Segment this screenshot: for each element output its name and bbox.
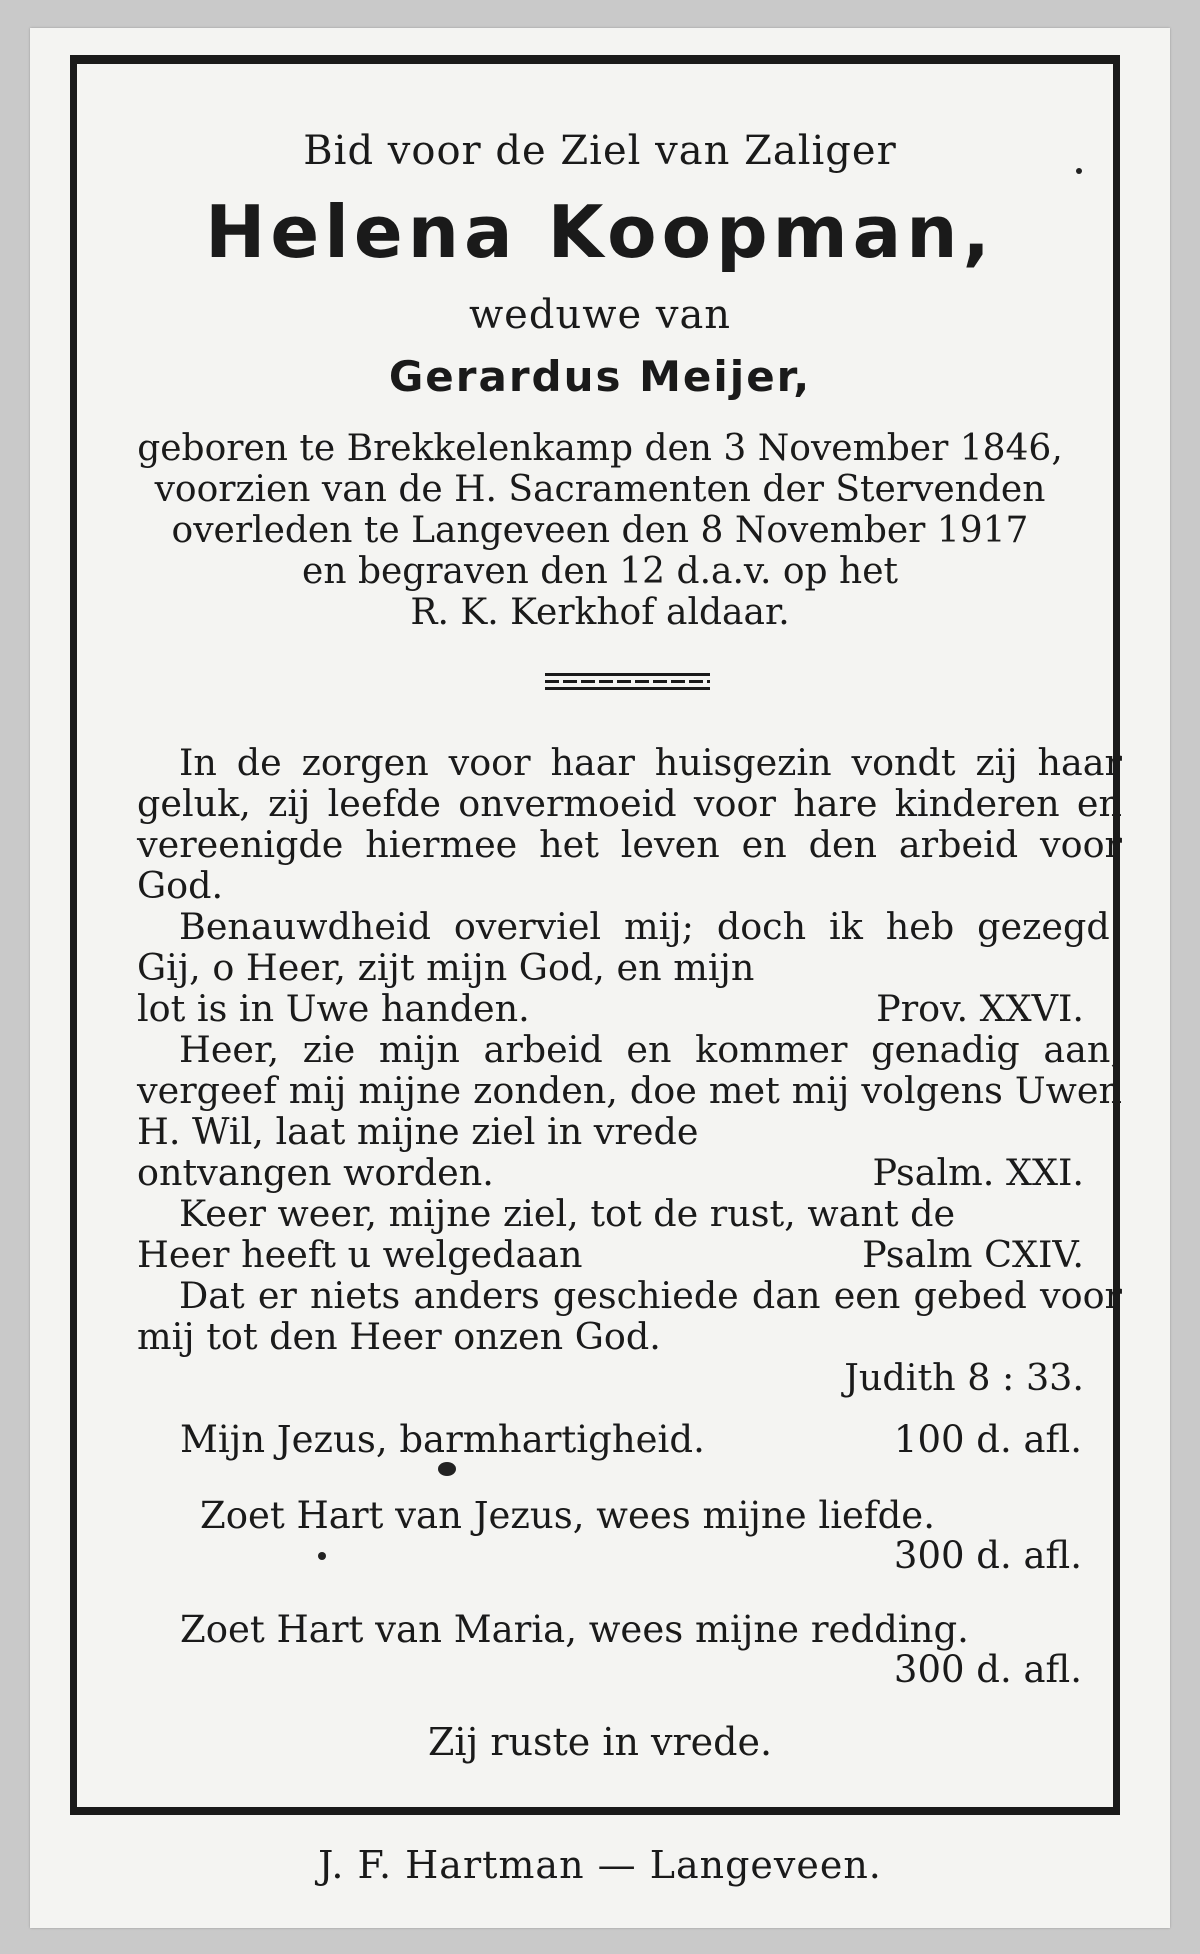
verse-reference: Prov. XXVI. (876, 987, 1084, 1030)
indulgence-prayer: Zoet Hart van Maria, wees mijne redding. (180, 1608, 969, 1651)
paragraph-family: In de zorgen voor haar huisgezin vondt zij haar geluk, zij leefde onvermoeid voor hare kinderen en vereenigde hiermee het leven en den arbeid voor God. (137, 741, 1122, 907)
verse-reference: Psalm CXIV. (862, 1233, 1084, 1276)
deceased-name: Helena Koopman, (205, 190, 995, 274)
indulgence-value: 100 d. afl. (893, 1418, 1082, 1461)
bio-block (0, 428, 1200, 633)
paragraph-judith: Dat er niets anders geschiede dan een gebed voor mij tot den Heer onzen God. (137, 1274, 1122, 1358)
ink-blot (438, 1462, 456, 1476)
reference-line: Heer heeft u welgedaan Psalm CXIV. (137, 1234, 1122, 1275)
bio-line: overleden te Langeveen den 8 November 1917 (171, 510, 1029, 551)
reference-line: lot is in Uwe handen. Prov. XXVI. (137, 988, 1122, 1029)
bio-line: R. K. Kerkhof aldaar. (410, 592, 790, 633)
verse-reference: Judith 8 : 33. (844, 1356, 1084, 1399)
paragraph-proverbs: Benauwdheid overviel mij; doch ik heb gezegd: Gij, o Heer, zijt mijn God, en mijn (137, 905, 1122, 989)
ink-dot (318, 1552, 326, 1560)
reference-line: ontvangen worden. Psalm. XXI. (137, 1152, 1122, 1193)
widow-of-label: weduwe van (468, 292, 732, 338)
verses-block (137, 742, 1122, 1398)
bio-line: en begraven den 12 d.a.v. op het (302, 551, 898, 592)
verse-reference: Psalm. XXI. (872, 1151, 1084, 1194)
indulgence-value: 300 d. afl. (893, 1534, 1082, 1577)
indulgence-prayer: Mijn Jezus, barmhartigheid. (180, 1418, 705, 1461)
paragraph-psalm-114: Keer weer, mijne ziel, tot de rust, want de (179, 1192, 956, 1235)
husband-name: Gerardus Meijer, (388, 352, 812, 401)
indulgence-value: 300 d. afl. (893, 1648, 1082, 1691)
indulgence-prayer: Zoet Hart van Jezus, wees mijne liefde. (200, 1494, 935, 1537)
bio-line: voorzien van de H. Sacramenten der Stervenden (154, 469, 1046, 510)
printer-credit: J. F. Hartman — Langeveen. (318, 1843, 882, 1887)
ink-dot (1076, 168, 1082, 174)
divider-ornament (545, 673, 710, 694)
bio-line: geboren te Brekkelenkamp den 3 November 1846, (137, 428, 1063, 469)
paragraph-psalm-21: Heer, zie mijn arbeid en kommer genadig aan, vergeef mij mijne zonden, doe met mij volgens Uwen H. Wil, laat mijne ziel in vrede (137, 1028, 1122, 1153)
prayer-heading: Bid voor de Ziel van Zaliger (303, 128, 897, 174)
rest-in-peace: Zij ruste in vrede. (427, 1720, 773, 1764)
